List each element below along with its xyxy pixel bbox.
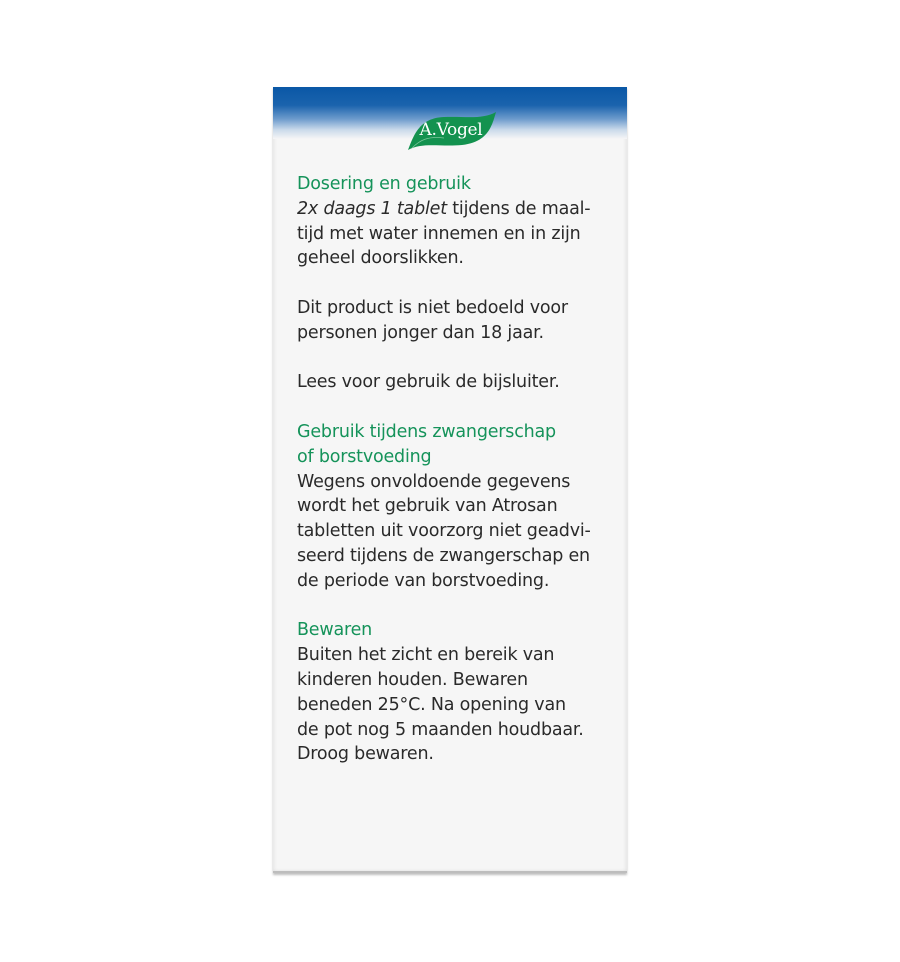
- age-notice-line: personen jonger dan 18 jaar.: [297, 322, 544, 343]
- storage-line: Buiten het zicht en bereik van: [297, 645, 555, 666]
- pregnancy-line: wordt het gebruik van Atrosan: [297, 496, 558, 517]
- pregnancy-heading: Gebruik tijdens zwangerschap: [297, 421, 556, 442]
- dosage-emphasis: 2x daags 1 tablet: [297, 198, 447, 219]
- storage-line: kinderen houden. Bewaren: [297, 669, 528, 690]
- pregnancy-line: Wegens onvoldoende gegevens: [297, 471, 571, 492]
- storage-line: de pot nog 5 maanden houdbaar.: [297, 719, 584, 740]
- dosage-line: tijd met water innemen en in zijn: [297, 223, 581, 244]
- storage-line: beneden 25°C. Na opening van: [297, 694, 566, 715]
- storage-heading: Bewaren: [297, 620, 373, 641]
- dosage-line: 2x daags 1 tablet tijdens de maal-: [297, 198, 591, 219]
- pregnancy-line: de periode van borstvoeding.: [297, 570, 550, 591]
- dosage-line: geheel doorslikken.: [297, 248, 464, 269]
- pregnancy-line: seerd tijdens de zwangerschap en: [297, 545, 590, 566]
- logo-text: A.Vogel: [419, 120, 483, 140]
- label-content: [297, 172, 617, 767]
- dosage-heading: Dosering en gebruik: [297, 174, 471, 194]
- pregnancy-line: tabletten uit voorzorg niet geadvi-: [297, 521, 591, 542]
- leaflet-notice: Lees voor gebruik de bijsluiter.: [297, 372, 560, 393]
- avogel-logo: [404, 112, 498, 152]
- package-side-panel: [273, 87, 627, 873]
- age-notice-line: Dit product is niet bedoeld voor: [297, 297, 568, 318]
- pregnancy-heading: of borstvoeding: [297, 446, 432, 467]
- storage-line: Droog bewaren.: [297, 744, 434, 765]
